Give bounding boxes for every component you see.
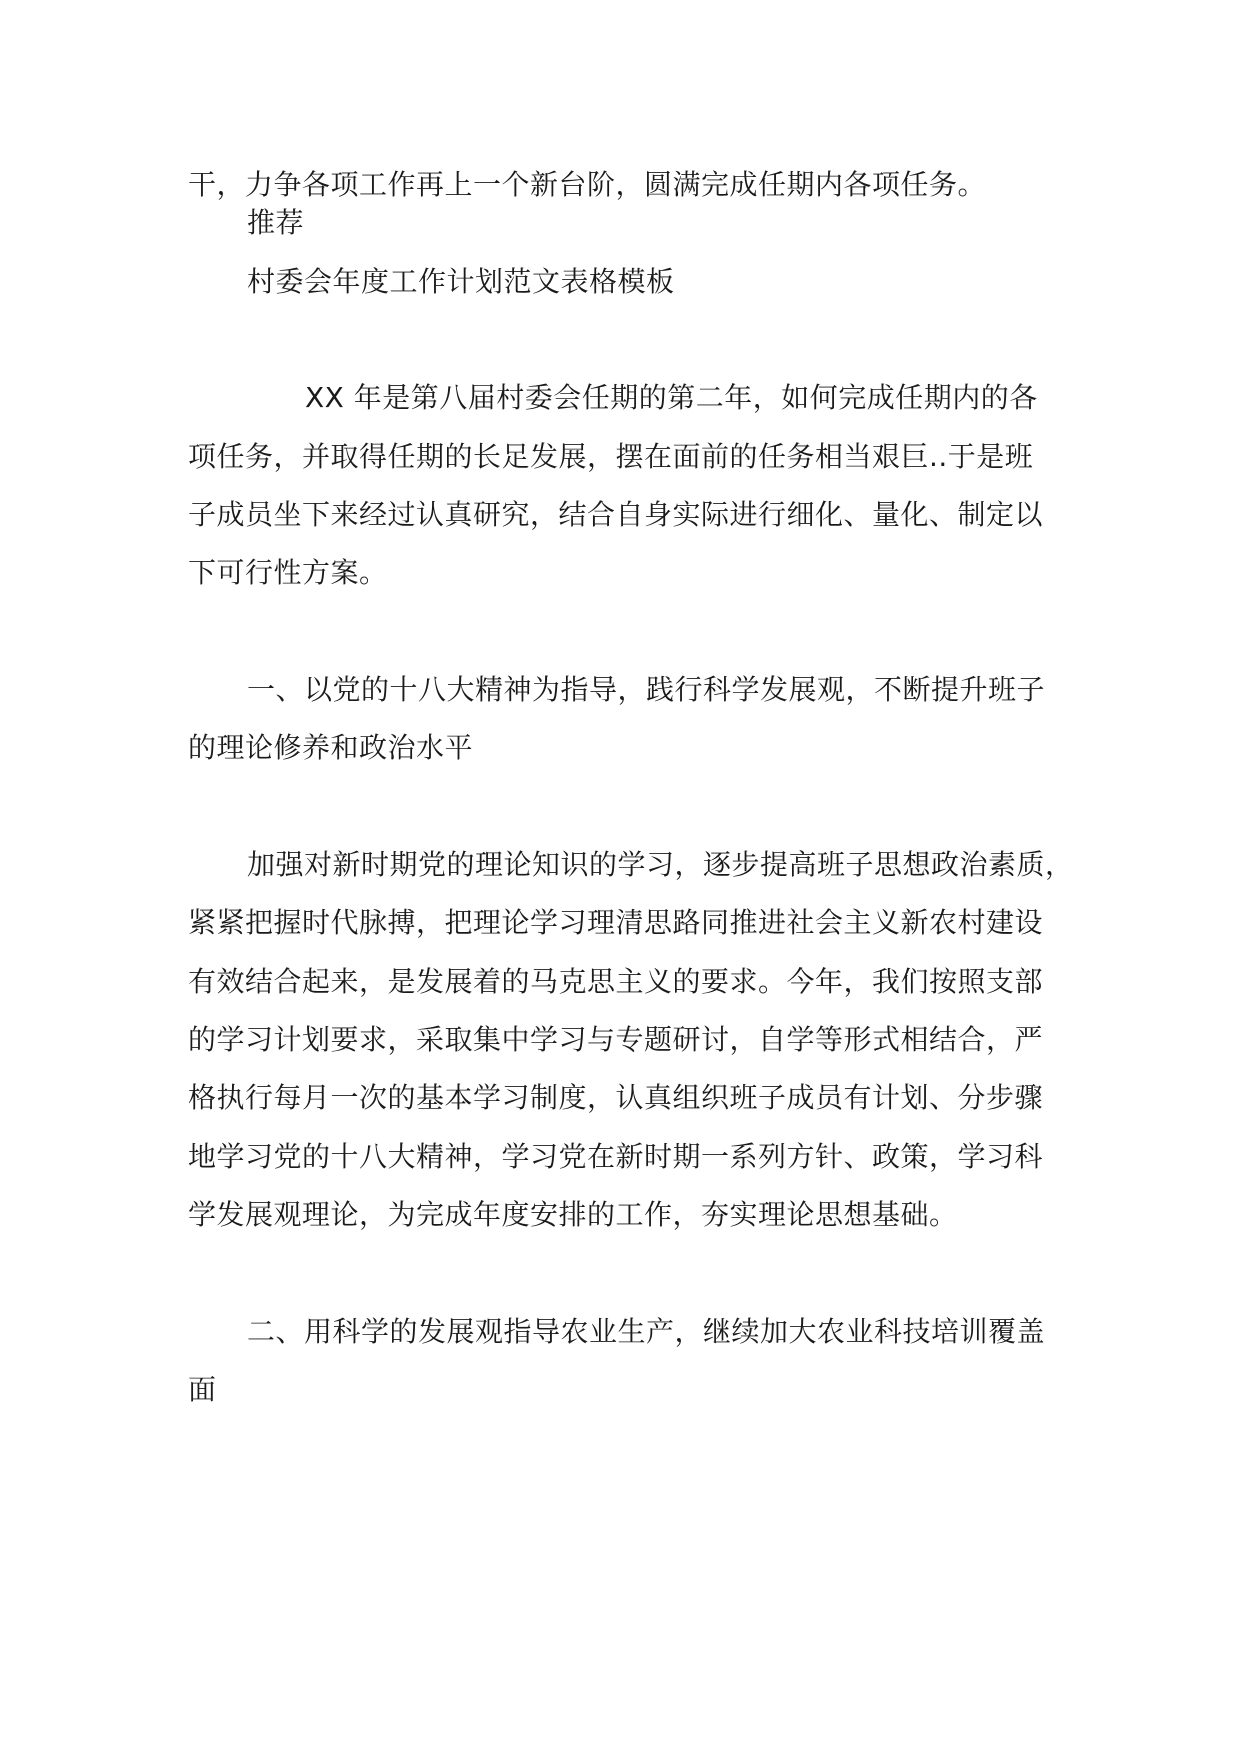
paragraph-line: 紧紧把握时代脉搏，把理论学习理清思路同推进社会主义新农村建设 — [188, 906, 1044, 939]
paragraph-line: 下可行性方案。 — [188, 556, 388, 589]
document-title: 村委会年度工作计划范文表格模板 — [247, 265, 675, 298]
section-heading: 二、用科学的发展观指导农业生产，继续加大农业科技培训覆盖 — [247, 1315, 1046, 1348]
paragraph-line: 有效结合起来，是发展着的马克思主义的要求。今年，我们按照支部 — [188, 965, 1044, 998]
paragraph-line: 干，力争各项工作再上一个新台阶，圆满完成任期内各项任务。 — [188, 168, 987, 201]
paragraph-line: 加强对新时期党的理论知识的学习，逐步提高班子思想政治素质， — [247, 848, 1074, 881]
paragraph-line: 项任务，并取得任期的长足发展，摆在面前的任务相当艰巨..于是班 — [188, 440, 1034, 473]
paragraph-line: 子成员坐下来经过认真研究，结合自身实际进行细化、量化、制定以 — [188, 498, 1044, 531]
section-heading: 的理论修养和政治水平 — [188, 731, 474, 764]
paragraph-line: 地学习党的十八大精神，学习党在新时期一系列方针、政策，学习科 — [188, 1140, 1044, 1173]
paragraph-line: 学发展观理论，为完成年度安排的工作，夯实理论思想基础。 — [188, 1198, 958, 1231]
recommend-label: 推荐 — [247, 206, 305, 239]
paragraph-line: 格执行每月一次的基本学习制度，认真组织班子成员有计划、分步骤 — [188, 1081, 1044, 1114]
paragraph-line: XX 年是第八届村委会任期的第二年，如何完成任期内的各 — [305, 381, 1038, 414]
paragraph-line: 的学习计划要求，采取集中学习与专题研讨，自学等形式相结合，严 — [188, 1023, 1044, 1056]
section-heading: 面 — [188, 1373, 217, 1406]
section-heading: 一、以党的十八大精神为指导，践行科学发展观，不断提升班子 — [247, 673, 1046, 706]
